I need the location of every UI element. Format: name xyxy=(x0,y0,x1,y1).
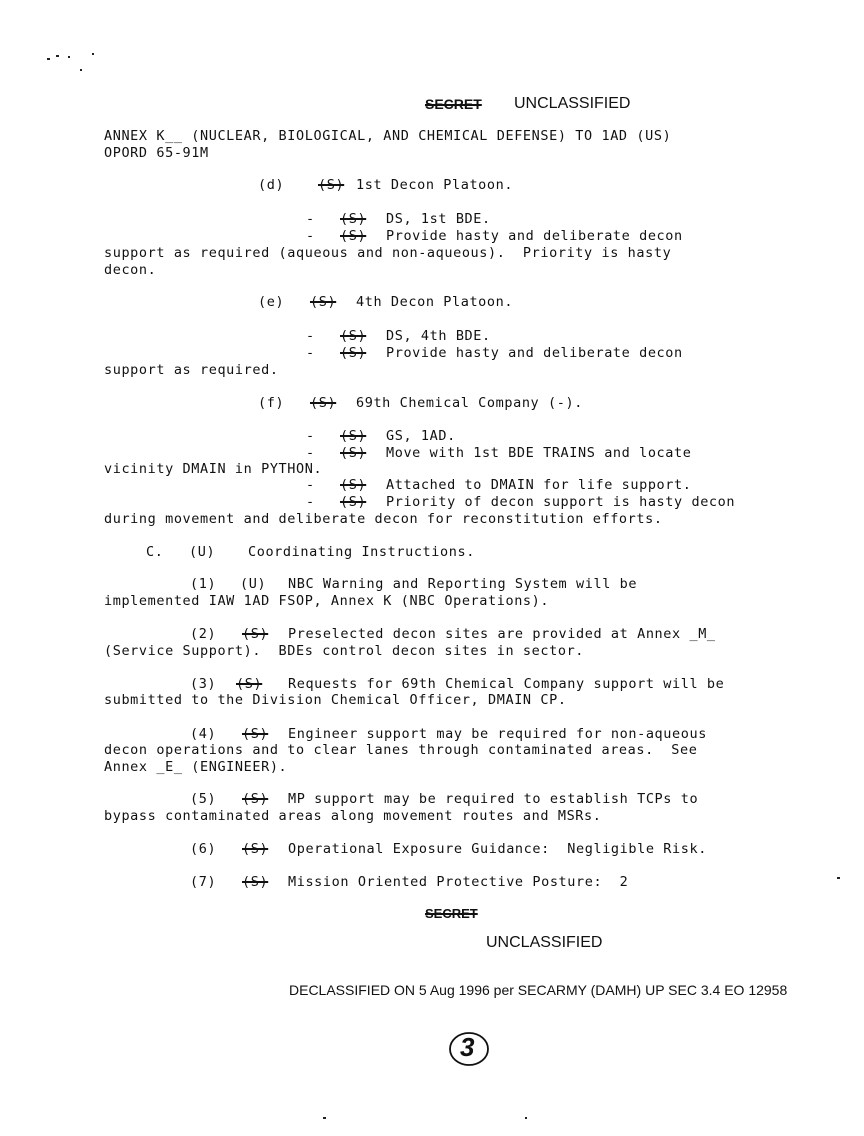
redacted-marking: (S) xyxy=(236,676,263,692)
para-line-1: Operational Exposure Guidance: Negligible Risk. xyxy=(288,841,707,857)
redacted-marking: (S) xyxy=(242,726,269,742)
para-line-1: NBC Warning and Reporting System will be xyxy=(288,576,638,592)
scan-speck xyxy=(525,1117,527,1119)
scan-speck xyxy=(56,55,59,57)
unit-label: (d) xyxy=(258,177,285,193)
classification-header: UNCLASSIFIED xyxy=(514,95,631,112)
para-line-2: bypass contaminated areas along movement routes and MSRs. xyxy=(104,808,602,824)
struck-classification-marking: SECRET xyxy=(425,96,482,112)
scan-speck xyxy=(837,877,840,879)
bullet-dash: - xyxy=(306,228,315,244)
unit-item-text: Priority of decon support is hasty decon xyxy=(386,494,736,510)
redacted-marking: (S) xyxy=(242,626,269,642)
scan-speck xyxy=(47,58,50,60)
unit-item-continuation: decon. xyxy=(104,262,157,278)
unit-item-text: Provide hasty and deliberate decon xyxy=(386,345,683,361)
page-number: 3 xyxy=(460,1032,475,1062)
para-number: (6) xyxy=(190,841,217,857)
para-line-2: implemented IAW 1AD FSOP, Annex K (NBC Operations). xyxy=(104,593,550,609)
redacted-marking: (S) xyxy=(340,328,367,344)
para-number: (1) xyxy=(190,576,217,592)
para-number: (4) xyxy=(190,726,217,742)
struck-classification-marking: SECRET xyxy=(425,906,478,921)
bullet-dash: - xyxy=(306,211,315,227)
para-number: (3) xyxy=(190,676,217,692)
bullet-dash: - xyxy=(306,328,315,344)
para-line-2: decon operations and to clear lanes through contaminated areas. See xyxy=(104,742,698,758)
para-marking: (U) xyxy=(240,576,267,592)
section-marking: (U) xyxy=(189,544,216,560)
redacted-marking: (S) xyxy=(340,211,367,227)
para-number: (7) xyxy=(190,874,217,890)
bullet-dash: - xyxy=(306,494,315,510)
unit-item-text: DS, 1st BDE. xyxy=(386,211,491,227)
redacted-marking: (S) xyxy=(242,874,269,890)
redacted-marking: (S) xyxy=(340,345,367,361)
declassification-stamp: DECLASSIFIED ON 5 Aug 1996 per SECARMY (DAMH) UP SEC 3.4 EO 12958 xyxy=(289,982,788,998)
unit-title: 1st Decon Platoon. xyxy=(356,177,514,193)
unit-item-continuation: support as required (aqueous and non-aqueous). Priority is hasty xyxy=(104,245,672,261)
scan-speck xyxy=(68,56,70,58)
unit-item-text: Attached to DMAIN for life support. xyxy=(386,477,692,493)
unit-item-continuation: during movement and deliberate decon for reconstitution efforts. xyxy=(104,511,663,527)
unit-item-text: DS, 4th BDE. xyxy=(386,328,491,344)
page-number-circle xyxy=(447,1029,491,1069)
unit-label: (e) xyxy=(258,294,285,310)
unit-item-text: Move with 1st BDE TRAINS and locate xyxy=(386,445,692,461)
annex-title-line-2: OPORD 65-91M xyxy=(104,145,209,161)
scan-speck xyxy=(80,69,82,71)
redacted-marking: (S) xyxy=(340,445,367,461)
para-line-1: MP support may be required to establish TCPs to xyxy=(288,791,699,807)
scan-speck xyxy=(92,53,94,55)
redacted-marking: (S) xyxy=(340,477,367,493)
para-line-1: Mission Oriented Protective Posture: 2 xyxy=(288,874,629,890)
redacted-marking: (S) xyxy=(340,428,367,444)
unit-label: (f) xyxy=(258,395,285,411)
para-line-1: Requests for 69th Chemical Company support will be xyxy=(288,676,725,692)
bullet-dash: - xyxy=(306,477,315,493)
section-label: C. xyxy=(146,544,164,560)
redacted-marking: (S) xyxy=(340,228,367,244)
section-title: Coordinating Instructions. xyxy=(248,544,475,560)
redacted-marking: (S) xyxy=(242,841,269,857)
para-line-1: Preselected decon sites are provided at Annex _M_ xyxy=(288,626,716,642)
redacted-marking: (S) xyxy=(318,177,345,193)
bullet-dash: - xyxy=(306,428,315,444)
para-number: (2) xyxy=(190,626,217,642)
unit-item-continuation: vicinity DMAIN in PYTHON. xyxy=(104,461,323,477)
scan-speck xyxy=(323,1117,326,1119)
annex-title-line-1: ANNEX K__ (NUCLEAR, BIOLOGICAL, AND CHEMICAL DEFENSE) TO 1AD (US) xyxy=(104,128,672,144)
bullet-dash: - xyxy=(306,445,315,461)
unit-item-text: GS, 1AD. xyxy=(386,428,456,444)
redacted-marking: (S) xyxy=(310,395,337,411)
para-number: (5) xyxy=(190,791,217,807)
unit-item-continuation: support as required. xyxy=(104,362,279,378)
para-line-2: (Service Support). BDEs control decon sites in sector. xyxy=(104,643,585,659)
redacted-marking: (S) xyxy=(340,494,367,510)
unit-title: 69th Chemical Company (-). xyxy=(356,395,583,411)
para-line-1: Engineer support may be required for non-aqueous xyxy=(288,726,707,742)
bullet-dash: - xyxy=(306,345,315,361)
unit-item-text: Provide hasty and deliberate decon xyxy=(386,228,683,244)
para-line-3: Annex _E_ (ENGINEER). xyxy=(104,759,288,775)
para-line-2: submitted to the Division Chemical Officer, DMAIN CP. xyxy=(104,692,567,708)
unit-title: 4th Decon Platoon. xyxy=(356,294,514,310)
redacted-marking: (S) xyxy=(242,791,269,807)
classification-footer: UNCLASSIFIED xyxy=(486,934,603,951)
redacted-marking: (S) xyxy=(310,294,337,310)
